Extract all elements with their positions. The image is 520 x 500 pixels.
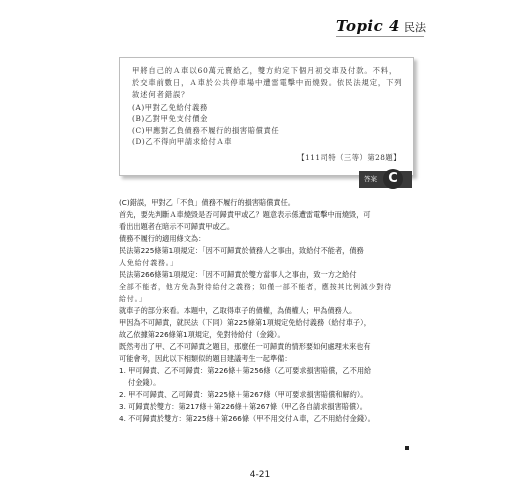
statute-quote: 人免給付義務。」: [119, 259, 178, 267]
option-b: (B)乙對甲免支付價金: [132, 114, 209, 124]
explanation-line: 就車子的部分來看。本題中，乙取得車子的債權，為債權人；甲為債務人。: [119, 306, 357, 315]
option-a: (A)甲對乙免給付義務: [132, 103, 208, 112]
statute-quote: 全部不能者，他方免為對待給付之義務；如僅一部不能者，應按其比例減少對待: [119, 283, 392, 291]
answer-badge: [359, 171, 412, 188]
statute-quote: 給付。」: [119, 295, 147, 303]
explanation-line: (C)錯誤，甲對乙「不負」債務不履行的損害賠償責任。: [119, 198, 295, 207]
explanation-line: 甲因為不可歸責，就民法（下同）第225條第1項規定免給付義務（給付車子），: [119, 318, 371, 327]
explanation: [119, 197, 419, 425]
statute-line: 民法第266條第1項規定：「因不可歸責於雙方當事人之事由，致一方之給付: [119, 270, 357, 279]
explanation-line: 故乙依據第226條第1項規定，免對待給付（金錢）。: [119, 330, 285, 339]
list-item: 3. 可歸責於雙方：第217條＋第226條＋第267條（甲乙各自請求損害賠償）。: [119, 402, 367, 411]
answer-letter: C: [383, 169, 403, 189]
list-item: 1. 甲可歸責、乙不可歸責：第226條＋第256條（乙可要求損害賠償，乙不用給: [119, 366, 372, 375]
statute-line: 民法第225條第1項規定：「因不可歸責於債務人之事由，致給付不能者，債務: [119, 246, 364, 255]
header-topic: Topic 4: [336, 17, 400, 35]
explanation-line: 可能會考，因此以下相類似的題目建議考生一起準備：: [119, 354, 292, 363]
option-d: (D)乙不得向甲請求給付Ａ車: [132, 137, 233, 147]
header-subject: 民法: [404, 21, 426, 34]
list-item: 4. 不可歸責於雙方：第225條＋第266條（甲不用交付Ａ車，乙不用給付金錢）。: [119, 414, 375, 423]
header-rule: [336, 36, 424, 37]
answer-label: 答案: [364, 175, 377, 183]
list-item-continued: 付金錢）。: [128, 378, 161, 387]
explanation-line: 看出出題者在暗示不可歸責甲或乙。: [119, 222, 235, 231]
question-box: [119, 57, 414, 176]
question-source: 【111司特（三等）第28題】: [297, 153, 401, 162]
option-c: (C)甲應對乙負債務不履行的損害賠償責任: [132, 125, 280, 135]
page-number: 4-21: [249, 470, 271, 480]
list-item: 2. 甲不可歸責、乙可歸責：第225條＋第267條（甲可要求損害賠償和解約）。: [119, 390, 368, 399]
explanation-line: 首先，要先判斷Ａ車燒毀是否可歸責甲或乙？題意表示係遭雷電擊中而燒毀，可: [119, 210, 371, 219]
question-options: [132, 102, 279, 148]
explanation-line: 債務不履行的適用條文為：: [119, 234, 206, 243]
question-text: 甲將自己的Ａ車以60萬元賣給乙，雙方約定下個月初交車及付款。不料，於交車前數日，Ａ車於公共停車場中遭雷電擊中而燒毀。依民法規定，下列敘述何者錯誤？: [132, 66, 403, 99]
explanation-line: 既然考出了甲、乙不可歸責之題目，那麼任一可歸責的情形要如何處理未來也有: [119, 342, 371, 351]
end-mark: [405, 446, 409, 450]
